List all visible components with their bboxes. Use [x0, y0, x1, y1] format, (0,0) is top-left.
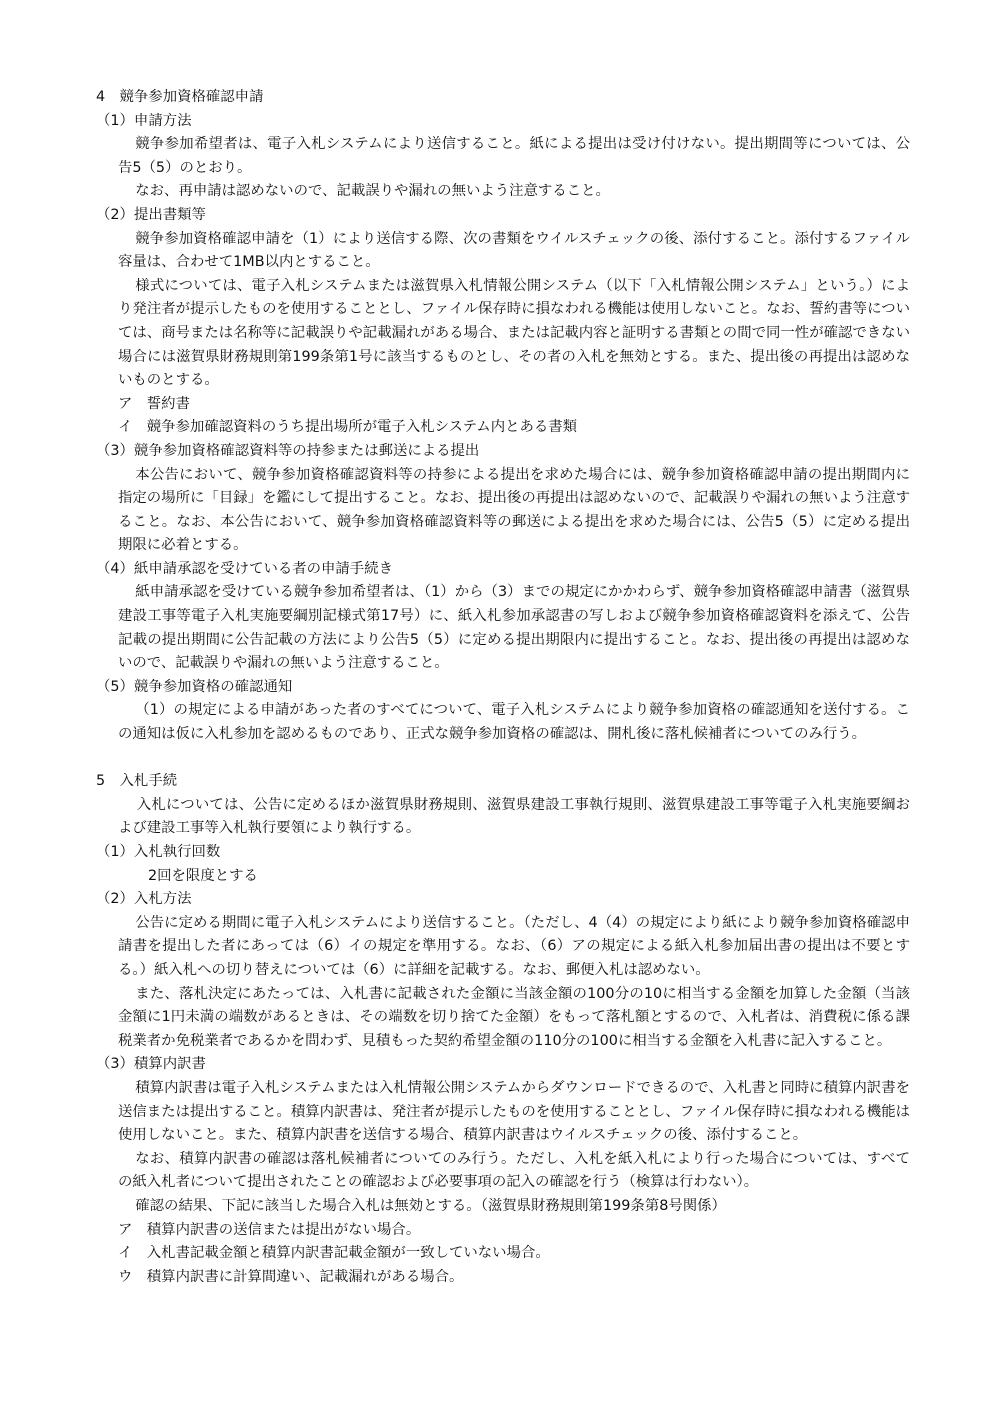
section-4-3-heading: （3）競争参加資格確認資料等の持参または郵送による提出 [96, 442, 480, 459]
section-5-1-heading: （1）入札執行回数 [96, 844, 221, 860]
section-4-1-heading: （1）申請方法 [96, 112, 192, 129]
section-4-5-paragraph-1: （1）の規定による申請があった者のすべてについて、電子入札システムにより競争参加資格の確認通知を送付する。この通知は仮に入札参加を認めるものであり、正式な競争参加資格の確認は、開札後に落札候補者についてのみ行う。 [118, 702, 910, 743]
section-4-2-item-a: ア 誓約書 [118, 395, 190, 412]
section-4-1-paragraph-2: なお、再申請は認めないので、記載誤りや漏れの無いよう注意すること。 [135, 183, 610, 200]
section-5-2-paragraph-1: 公告に定める期間に電子入札システムにより送信すること。（ただし、4（4）の規定により紙により競争参加資格確認申請書を提出した者にあっては（6）イの規定を準用する。なお、（6）アの規定による紙入札参加届出書の提出は不要とする。）紙入札への切り替えについては（6）に詳細を記載する。なお、郵便入札は認めない。 [118, 914, 910, 978]
section-5-1-paragraph-1: 2回を限度とする [148, 867, 258, 884]
section-4-2-heading: （2）提出書類等 [96, 206, 206, 223]
section-4-2-paragraph-1: 競争参加資格確認申請を（1）により送信する際、次の書類をウイルスチェックの後、添付すること。添付するファイル容量は、合わせて1MB以内とすること。 [118, 230, 910, 271]
section-5-2-heading: （2）入札方法 [96, 891, 192, 908]
section-4-1-paragraph-1: 競争参加希望者は、電子入札システムにより送信すること。紙による提出は受け付けない。提出期間等については、公告5（5）のとおり。 [118, 136, 910, 176]
section-spacer [96, 747, 910, 771]
section-5-intro: 入札については、公告に定めるほか滋賀県財務規則、滋賀県建設工事執行規則、滋賀県建設工事等電子入札実施要綱および建設工事等入札執行要領により執行する。 [118, 796, 910, 837]
section-5-3-heading: （3）積算内訳書 [96, 1056, 206, 1073]
section-5-3-item-i: イ 入札書記載金額と積算内訳書記載金額が一致していない場合。 [118, 1245, 550, 1262]
section-5-3-item-u: ウ 積算内訳書に計算間違い、記載漏れがある場合。 [118, 1268, 464, 1285]
section-4-2-item-i: イ 競争参加確認資料のうち提出場所が電子入札システム内とある書類 [118, 419, 578, 436]
section-4-2-paragraph-2: 様式については、電子入札システムまたは滋賀県入札情報公開システム（以下「入札情報公開システム」という。）により発注者が提示したものを使用することとし、ファイル保存時に損なわれる機能は使用しないこと。なお、誓約書等については、商号または名称等に記載誤りや記載漏れがある場合、または記載内容と証明する書類との間で同一性が確認できない場合には滋賀県財務規則第199条第1号に該当するものとし、その者の入札を無効とする。また、提出後の再提出は認めないものとする。 [118, 277, 910, 389]
section-4-4-paragraph-1: 紙申請承認を受けている競争参加希望者は、（1）から（3）までの規定にかかわらず、競争参加資格確認申請書（滋賀県建設工事等電子入札実施要綱別記様式第17号）に、紙入札参加承認書の写しおよび競争参加資格確認資料を添えて、公告記載の提出期間に公告記載の方法により公告5（5）に定める提出期限内に提出すること。なお、提出後の再提出は認めないので、記載誤りや漏れの無いよう注意すること。 [118, 584, 910, 672]
section-4-4-heading: （4）紙申請承認を受けている者の申請手続き [96, 560, 393, 577]
section-5-2-paragraph-2: また、落札決定にあたっては、入札書に記載された金額に当該金額の100分の10に相当する金額を加算した金額（当該金額に1円未満の端数があるときは、その端数を切り捨てた金額）をもって落札額とするので、入札者は、消費税に係る課税業者か免税業者であるかを問わず、見積もった契約希望金額の110分の100に相当する金額を入札書に記入すること。 [118, 985, 910, 1049]
section-5-3-paragraph-2: なお、積算内訳書の確認は落札候補者についてのみ行う。ただし、入札を紙入札により行った場合については、すべての紙入札者について提出されたことの確認および必要事項の記入の確認を行う（検算は行わない）。 [118, 1150, 910, 1191]
section-4-3-paragraph-1: 本公告において、競争参加資格確認資料等の持参による提出を求めた場合には、競争参加資格確認申請の提出期間内に指定の場所に「目録」を鑑にして提出すること。なお、提出後の再提出は認めないので、記載誤りや漏れの無いよう注意すること。なお、本公告において、競争参加資格確認資料等の郵送による提出を求めた場合には、公告5（5）に定める提出期限に必着とする。 [118, 466, 910, 554]
section-5-3-paragraph-3: 確認の結果、下記に該当した場合入札は無効とする。（滋賀県財務規則第199条第8号関係） [135, 1197, 726, 1214]
section-5-3-item-a: ア 積算内訳書の送信または提出がない場合。 [118, 1221, 421, 1238]
section-4-5-heading: （5）競争参加資格の確認通知 [96, 678, 293, 695]
section-4-title: 4 競争参加資格確認申請 [96, 89, 264, 105]
section-5-3-paragraph-1: 積算内訳書は電子入札システムまたは入札情報公開システムからダウンロードできるので、入札書と同時に積算内訳書を送信または提出すること。積算内訳書は、発注者が提示したものを使用することとし、ファイル保存時に損なわれる機能は使用しないこと。また、積算内訳書を送信する場合、積算内訳書はウイルスチェックの後、添付すること。 [118, 1079, 910, 1144]
section-5-title: 5 入札手続 [96, 773, 178, 790]
